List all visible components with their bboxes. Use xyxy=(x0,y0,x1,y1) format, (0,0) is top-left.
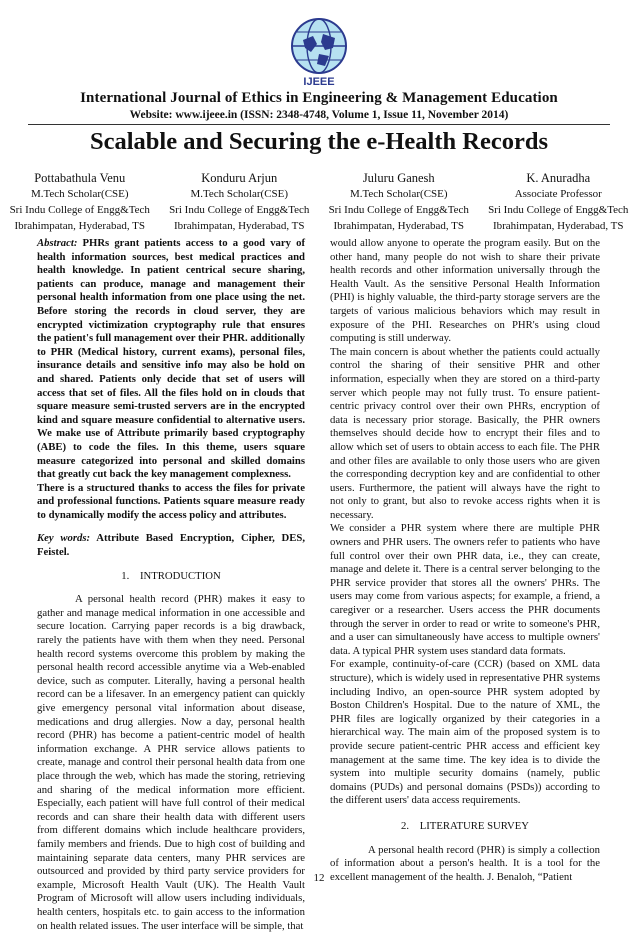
author-role: Associate Professor xyxy=(479,186,638,202)
author-college: Sri Indu College of Engg&Tech xyxy=(0,202,160,218)
author-place: Ibrahimpatan, Hyderabad, TS xyxy=(160,218,320,234)
logo-label: IJEEE xyxy=(303,76,334,88)
abstract-text: PHRs grant patients access to a good vary of health information sources, best medical practices and health knowledge. In patient centrical secure sharing, patients can produce, manage and management their personal health information from one place using the net. Before storing the records in cloud server, they are encrypted victimization cryptography rule that ensures the patient's full management over their PHR. additionally to PHR (Medical history, current exams), personal files, insurance details and sensitive info may also be hold on and shared. Patients only decide that set of users will access that set of files. All the files hold on in clouds that square measure semi-trusted servers are in the encrypted kind and square measure confidential to alternative users. We make use of Attribute primarily based cryptography (ABE) to code the files. In this theme, users square measure categorized into personal and skilled domains that greatly cut back the key management complexness. xyxy=(37,237,305,480)
journal-website: Website: www.ijeee.in (ISSN: 2348-4748, Volume 1, Issue 11, November 2014) xyxy=(0,109,638,121)
page-number: 12 xyxy=(0,872,638,884)
author xyxy=(0,170,160,234)
author-role: M.Tech Scholar(CSE) xyxy=(0,186,160,202)
author xyxy=(160,170,320,234)
journal-logo xyxy=(283,14,355,90)
author-role: M.Tech Scholar(CSE) xyxy=(160,186,320,202)
body-paragraph: For example, continuity-of-care (CCR) (based on XML data structure), which is widely used in representative PHR systems including Indivo, an open-source PHR system adopted by Boston Children's Hospital. Due to the nature of XML, the PHR files are logically organized by their categories in a hierarchical way. The main aim of the proposed system is to provide secure patient-centric PHR access and efficient key management at the same time. The key idea is to divide the system into multiple security domains (namely, public domains (PUDs) and personal domains (PSDs)) according to the different users' data access requirements. xyxy=(330,658,600,808)
author-college: Sri Indu College of Engg&Tech xyxy=(160,202,320,218)
header-rule xyxy=(28,124,610,125)
abstract xyxy=(37,237,305,522)
author-name: Pottabathula Venu xyxy=(0,170,160,186)
introduction-paragraph: A personal health record (PHR) makes it easy to gather and manage medical information in one accessible and secure location. Carrying paper records is a big drawback, rarely the patients have with them when they need. Personal health record systems overcome this problem by making the personal health record accessible anytime via a Web-enabled device, such as computer. Literally, having a personal health record can be a lifesaver. In an emergency patient can quickly give emergency personal vital information about disease, medications and drug allergies. Now a day, personal health record (PHR) has become a patient-centric model of health information exchange. A PHR service allows patients to create, manage and control their personal health data from one place through the web, which has made the storing, retrieving and sharing of the medical information more efficient. Especially, each patient will have full control of their medical records and can share their health data with different users from different domains which include healthcare providers, family members and friends. Due to high cost of building and maintaining separate data centers, many PHR services are outsourced and provided by third party service providers for example, Microsoft Health Vault (UK). The Health Vault Program of Microsoft will allow users including individuals, health centers, hospitals etc. to gain access to the information on health related issues. The user interface will be simple, that xyxy=(37,593,305,933)
author xyxy=(479,170,638,234)
keywords-text: Attribute Based Encryption, Cipher, DES, Feistel. xyxy=(37,532,305,558)
author xyxy=(319,170,479,234)
author-block xyxy=(0,170,638,234)
author-name: Konduru Arjun xyxy=(160,170,320,186)
literature-paragraph: A personal health record (PHR) is simply a collection of information about a person's health. It is a tool for the excellent management of the health. J. Benaloh, “Patient xyxy=(330,844,600,885)
abstract-text-2: There is a structured thanks to access the files for private and professional functions. Patients square measure ready to dynamically modify the access policy and attributes. xyxy=(37,482,305,523)
section-heading-introduction: 1. INTRODUCTION xyxy=(37,570,305,584)
keywords-label: Key words: xyxy=(37,532,90,544)
abstract-label: Abstract: xyxy=(37,237,77,249)
author-college: Sri Indu College of Engg&Tech xyxy=(319,202,479,218)
author-place: Ibrahimpatan, Hyderabad, TS xyxy=(479,218,638,234)
section-heading-literature-survey: 2. LITERATURE SURVEY xyxy=(330,820,600,834)
body-paragraph: would allow anyone to operate the program easily. But on the other hand, many people do not wish to share their private health records and other information universally through the Health Vault. As the sensitive Personal Health Information (PHI) is highly valuable, the third-party storage servers are the targets of various malicious behaviors which may result in exposure of the PHI. Researches on PHR's using cloud computing is still underway. xyxy=(330,237,600,346)
author-college: Sri Indu College of Engg&Tech xyxy=(479,202,638,218)
paper-title: Scalable and Securing the e-Health Records xyxy=(0,128,638,156)
journal-name: International Journal of Ethics in Engineering & Management Education xyxy=(0,90,638,107)
author-name: Juluru Ganesh xyxy=(319,170,479,186)
author-name: K. Anuradha xyxy=(479,170,638,186)
left-column xyxy=(37,237,305,933)
author-place: Ibrahimpatan, Hyderabad, TS xyxy=(0,218,160,234)
body-paragraph: The main concern is about whether the patients could actually control the sharing of their sensitive PHR and other information, especially when they are stored on a third-party server which people may not fully trust. To ensure patient-centric privacy control over their own PHRs, encryption of data is necessary prior storage. Basically, the PHR owners themselves should decide how to encrypt their files and to allow which set of users to obtain access to each file. The PHR and other files are available to only those users who are given the corresponding decryption key and are confidential to other users. Furthermore, the patient will always have the right to not only to grant, but also to revoke access rights when it is necessary. xyxy=(330,346,600,523)
body-paragraph: We consider a PHR system where there are multiple PHR owners and PHR users. The owners refer to patients who have full control over their own PHR data, i.e., they can create, manage and delete it. There is a central server belonging to the PHR service provider that stores all the owners' PHRs. The users may come from various aspects; for example, a friend, a caregiver or a researcher. Users access the PHR documents through the server in order to read or write to someone's PHR, and a user can simultaneously have access to multiple owners' data. A typical PHR system uses standard data formats. xyxy=(330,522,600,658)
keywords xyxy=(37,532,305,559)
author-role: M.Tech Scholar(CSE) xyxy=(319,186,479,202)
right-column xyxy=(330,237,600,884)
author-place: Ibrahimpatan, Hyderabad, TS xyxy=(319,218,479,234)
